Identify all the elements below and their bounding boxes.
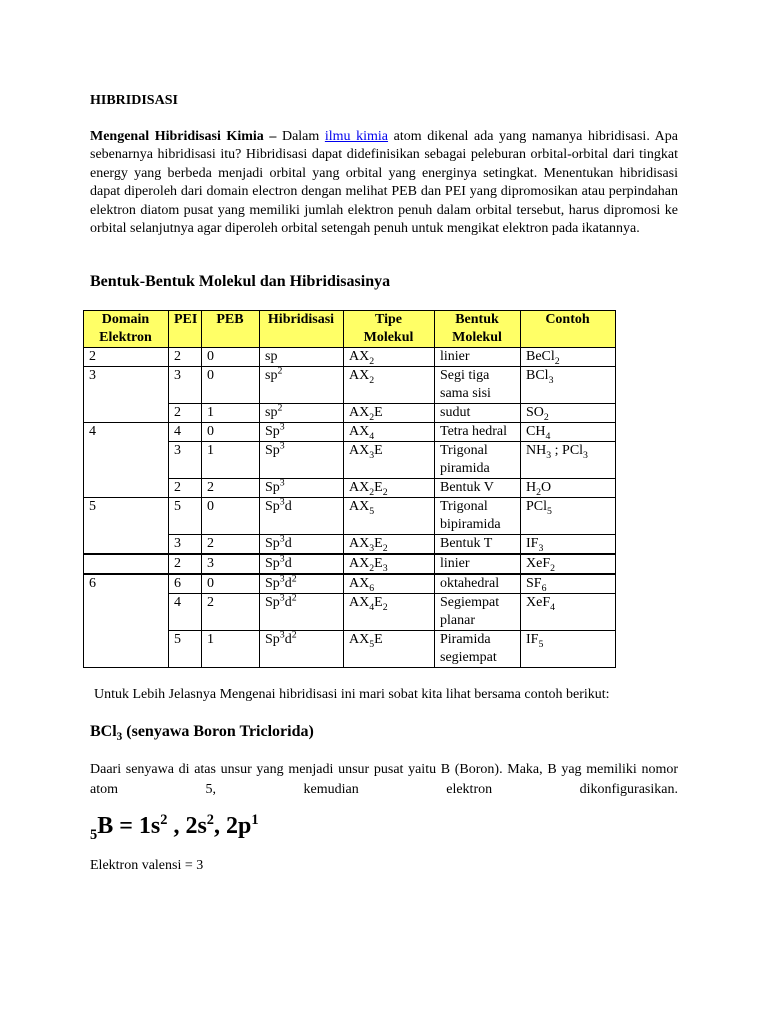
cell-contoh: BCl$_3$ (521, 367, 616, 404)
cell-domain (84, 535, 169, 555)
cell-peb: 1 (202, 404, 260, 423)
cell-contoh: XeF$_4$ (521, 594, 616, 631)
cell-domain (84, 631, 169, 668)
table-body (84, 348, 616, 668)
cell-bentuk: Bentuk T (435, 535, 521, 555)
hybridization-table (83, 310, 616, 668)
cell-pei: 6 (169, 574, 202, 594)
cell-bentuk: Segiempat planar (435, 594, 521, 631)
cell-peb: 1 (202, 631, 260, 668)
cell-bentuk: Segi tiga sama sisi (435, 367, 521, 404)
cell-pei: 2 (169, 404, 202, 423)
table-row (84, 574, 616, 594)
cell-contoh: $CH_4$ (521, 423, 616, 442)
cell-domain: 3 (84, 367, 169, 404)
cell-domain: 5 (84, 498, 169, 535)
table-row (84, 479, 616, 498)
cell-peb: 0 (202, 423, 260, 442)
cell-contoh: $NH_3$ ; PCl$_3$ (521, 442, 616, 479)
document-heading: HIBRIDISASI (90, 93, 178, 108)
cell-contoh: XeF$_2$ (521, 554, 616, 574)
cell-hibridisasi: $Sp^3d^2$ (260, 574, 344, 594)
intro-pre-link: Dalam (276, 129, 325, 144)
cell-bentuk: Tetra hedral (435, 423, 521, 442)
cell-pei: 3 (169, 442, 202, 479)
cell-peb: 0 (202, 367, 260, 404)
table-row (84, 348, 616, 367)
table-row (84, 554, 616, 574)
cell-contoh: $SO_2$ (521, 404, 616, 423)
cell-bentuk: Bentuk V (435, 479, 521, 498)
table-row (84, 367, 616, 404)
cell-contoh: $IF_5$ (521, 631, 616, 668)
table-row (84, 423, 616, 442)
cell-peb: 2 (202, 594, 260, 631)
cell-peb: 2 (202, 535, 260, 555)
boron-paragraph-text: Daari senyawa di atas unsur yang menjadi unsur pusat yaitu B (Boron). Maka, B yag memiliki nomor atom 5, kemudian elektron dikonfigurasikan. (90, 762, 678, 797)
intro-rest: atom dikenal ada yang namanya hibridisasi. Apa sebenarnya hibridisasi itu? Hibridisasi dapat didefinisikan sebagai peleburan orbital-orbital dari tingkat energy yang berbeda menjadi orbital yang orbital yang energinya setingkat. Menentukan hibridisasi dapat diperoleh dari domain electron dengan melihat PEB dan PEI yang dipromosikan atau perpindahan elektron diatom pusat yang memiliki jumlah elektron penuh dalam orbital tersebut, harus dipromosi ke orbital selanjutnya agar diperoleh orbital setengah penuh untuk mengikat elektron pada ikatannya. (90, 129, 678, 237)
cell-hibridisasi: Sp$^3$ (260, 442, 344, 479)
header-domain-elektron: Domain Elektron (84, 311, 169, 348)
cell-tipe: $AX_2$ (344, 348, 435, 367)
header-contoh: Contoh (521, 311, 616, 348)
header-tipe-molekul: Tipe Molekul (344, 311, 435, 348)
cell-domain: 4 (84, 423, 169, 442)
cell-peb: 0 (202, 574, 260, 594)
cell-peb: 3 (202, 554, 260, 574)
cell-tipe: $AX_5$ (344, 498, 435, 535)
cell-bentuk: linier (435, 554, 521, 574)
cell-hibridisasi: $Sp^3d^2$ (260, 594, 344, 631)
intro-bold-lead: Mengenal Hibridisasi Kimia – (90, 129, 277, 144)
cell-pei: 2 (169, 554, 202, 574)
cell-domain (84, 594, 169, 631)
table-row (84, 535, 616, 555)
cell-tipe: $AX_5E$ (344, 631, 435, 668)
cell-tipe: $AX_2E_3$ (344, 554, 435, 574)
cell-contoh: $IF_3$ (521, 535, 616, 555)
cell-peb: 0 (202, 348, 260, 367)
cell-domain (84, 479, 169, 498)
valence-electrons: Elektron valensi = 3 (90, 858, 204, 873)
cell-hibridisasi: Sp$^3$d (260, 535, 344, 555)
cell-domain: 6 (84, 574, 169, 594)
cell-contoh: $SF_6$ (521, 574, 616, 594)
cell-pei: 4 (169, 423, 202, 442)
cell-hibridisasi: $sp^2$ (260, 404, 344, 423)
cell-tipe: $AX_2E$ (344, 404, 435, 423)
cell-domain (84, 404, 169, 423)
cell-contoh: $H_2O$ (521, 479, 616, 498)
cell-pei: 2 (169, 348, 202, 367)
electron-configuration: $_5B = 1s^2$ , $2s^2$, $2p^1$ (90, 812, 259, 843)
cell-contoh: BeCl$_2$ (521, 348, 616, 367)
follow-up-text: Untuk Lebih Jelasnya Mengenai hibridisasi ini mari sobat kita lihat bersama contoh berikut: (94, 687, 610, 702)
section-title-bentuk-molekul: Bentuk-Bentuk Molekul dan Hibridisasinya (90, 273, 391, 290)
table-row (84, 404, 616, 423)
cell-bentuk: linier (435, 348, 521, 367)
table-row (84, 442, 616, 479)
cell-hibridisasi: sp (260, 348, 344, 367)
header-peb: PEB (202, 311, 260, 348)
cell-domain: 2 (84, 348, 169, 367)
cell-tipe: $AX_4$ (344, 423, 435, 442)
intro-paragraph (90, 128, 678, 238)
ilmu-kimia-link[interactable]: ilmu kimia (324, 129, 389, 144)
cell-bentuk: oktahedral (435, 574, 521, 594)
cell-tipe: $AX_6$ (344, 574, 435, 594)
table-header-row (84, 311, 616, 348)
header-hibridisasi: Hibridisasi (260, 311, 344, 348)
cell-tipe: $AX_3E_2$ (344, 535, 435, 555)
header-bentuk-molekul: Bentuk Molekul (435, 311, 521, 348)
table-row (84, 631, 616, 668)
table-row (84, 498, 616, 535)
cell-hibridisasi: $Sp^3d^2$ (260, 631, 344, 668)
cell-contoh: PCl$_5$ (521, 498, 616, 535)
cell-bentuk: Trigonal piramida (435, 442, 521, 479)
cell-tipe: $AX_4E_2$ (344, 594, 435, 631)
header-pei: PEI (169, 311, 202, 348)
cell-tipe: $AX_3E$ (344, 442, 435, 479)
cell-pei: 5 (169, 631, 202, 668)
cell-peb: 1 (202, 442, 260, 479)
cell-peb: 2 (202, 479, 260, 498)
cell-bentuk: Trigonal bipiramida (435, 498, 521, 535)
cell-tipe: $AX_2$ (344, 367, 435, 404)
boron-paragraph (90, 760, 678, 800)
cell-hibridisasi: Sp$^3$ (260, 423, 344, 442)
cell-pei: 3 (169, 367, 202, 404)
cell-domain (84, 554, 169, 574)
cell-pei: 2 (169, 479, 202, 498)
cell-domain (84, 442, 169, 479)
cell-hibridisasi: Sp$^3$ (260, 479, 344, 498)
cell-bentuk: sudut (435, 404, 521, 423)
cell-pei: 3 (169, 535, 202, 555)
section-title-bcl3: BCl$_3$ (senyawa Boron Triclorida) (90, 723, 314, 744)
cell-tipe: $AX_2E_2$ (344, 479, 435, 498)
cell-hibridisasi: Sp$^3$d (260, 498, 344, 535)
cell-hibridisasi: Sp$^3$d (260, 554, 344, 574)
cell-bentuk: Piramida segiempat (435, 631, 521, 668)
cell-hibridisasi: $sp^2$ (260, 367, 344, 404)
cell-peb: 0 (202, 498, 260, 535)
cell-pei: 5 (169, 498, 202, 535)
cell-pei: 4 (169, 594, 202, 631)
table-row (84, 594, 616, 631)
